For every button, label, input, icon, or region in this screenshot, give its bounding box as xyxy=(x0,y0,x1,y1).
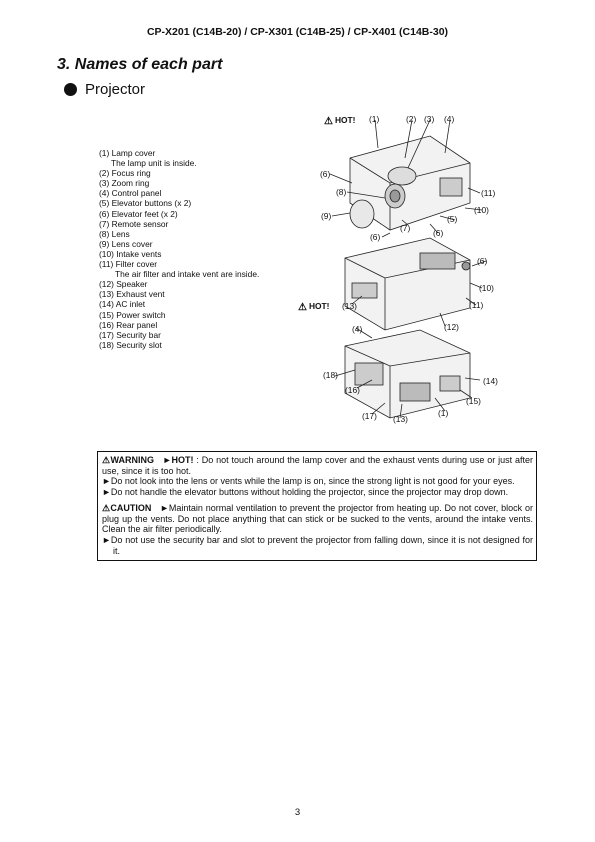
figure-callout: (9) xyxy=(321,211,332,221)
parts-list-item: (14) AC inlet xyxy=(99,299,146,310)
figure-callout: (12) xyxy=(444,322,459,332)
figure-callout: (6) xyxy=(370,232,381,242)
caution-text: ►Maintain normal ventilation to prevent the projector from heating up. Do not cover, block or plug up the vents. Do not place anything that can stick or be sucked to the vents, around the intake vents. Clean the air filter periodically. xyxy=(102,502,533,535)
figure-callout: (4) xyxy=(352,324,363,334)
parts-list-item: (10) Intake vents xyxy=(99,248,162,259)
section-title: 3. Names of each part xyxy=(57,56,223,73)
document-header: CP-X201 (C14B-20) / CP-X301 (C14B-25) / CP-X401 (C14B-30) xyxy=(146,26,449,38)
caution-title: CAUTION xyxy=(110,502,152,513)
figure-callout: (4) xyxy=(444,114,455,124)
parts-list-item: (6) Elevator feet (x 2) xyxy=(99,208,178,219)
parts-list-item: (12) Speaker xyxy=(99,279,148,290)
figure-callout: (16) xyxy=(345,385,360,395)
bullet-icon xyxy=(64,83,77,96)
parts-list-item: (15) Power switch xyxy=(99,309,166,320)
parts-list-item: (2) Focus ring xyxy=(99,168,151,179)
warning-item-2: ►Do not handle the elevator buttons without holding the projector, since the projector may drop down. xyxy=(102,487,509,498)
warning-triangle-icon: ⚠ xyxy=(298,302,307,313)
figure-callout: (11) xyxy=(469,300,484,310)
warning-triangle-icon: ⚠ xyxy=(102,502,111,513)
parts-list-item: (13) Exhaust vent xyxy=(99,289,165,300)
figure-callout: (15) xyxy=(466,396,481,406)
warning-paragraph xyxy=(102,455,533,476)
warning-triangle-icon: ⚠ xyxy=(324,116,333,127)
figure-callout: (7) xyxy=(400,223,411,233)
hot-label-bottom: ⚠ HOT! xyxy=(298,301,330,313)
parts-list-item: (5) Elevator buttons (x 2) xyxy=(99,198,192,209)
warning-title: WARNING xyxy=(110,455,154,465)
figure-callout: (1) xyxy=(438,408,449,418)
parts-list-item: (4) Control panel xyxy=(99,188,162,199)
figure-callout: (10) xyxy=(474,205,489,215)
parts-list-item: (18) Security slot xyxy=(99,339,162,350)
figure-callout: (6) xyxy=(433,228,444,238)
subsection-title: Projector xyxy=(85,81,146,98)
figure-callout: (5) xyxy=(447,214,458,224)
figure-callout: (18) xyxy=(323,370,338,380)
parts-list-item: (9) Lens cover xyxy=(99,238,153,249)
projector-figure xyxy=(290,108,520,438)
parts-list-item: (1) Lamp cover xyxy=(99,148,156,158)
figure-callout: (13) xyxy=(342,301,357,311)
hot-prefix: ►HOT! xyxy=(162,455,194,465)
caution-paragraph xyxy=(102,503,533,535)
subsection-heading xyxy=(64,81,145,98)
figure-callout: (3) xyxy=(424,114,435,124)
figure-callout: (6) xyxy=(477,256,488,266)
hot-label-top: ⚠ HOT! xyxy=(324,115,356,127)
figure-callout: (11) xyxy=(481,188,496,198)
figure-callout: (1) xyxy=(369,114,380,124)
figure-callout: (8) xyxy=(336,187,347,197)
parts-list-item: The lamp unit is inside. xyxy=(111,158,197,169)
warning-item-1: ►Do not look into the lens or vents while the lamp is on, since the strong light is not good for your eyes. xyxy=(102,476,515,487)
figure-callout: (13) xyxy=(393,414,408,424)
projector-illustration xyxy=(290,108,520,438)
figure-callout: (6) xyxy=(320,169,331,179)
figure-callout: (2) xyxy=(406,114,417,124)
warning-box xyxy=(97,451,537,561)
parts-list-item: (16) Rear panel xyxy=(99,319,158,330)
figure-callout: (14) xyxy=(483,376,498,386)
page-number: 3 xyxy=(294,807,301,818)
parts-list-item: (3) Zoom ring xyxy=(99,178,150,189)
figure-callout: (17) xyxy=(362,411,377,421)
parts-list-item: (8) Lens xyxy=(99,228,130,239)
parts-list-item: (11) Filter cover xyxy=(99,259,158,270)
warning-hot-text: : Do not touch around the lamp cover and the exhaust vents during use or just after use, since it is too hot. xyxy=(102,455,533,476)
caution-item-1: ►Do not use the security bar and slot to prevent the projector from falling down, since it is not designed for it. xyxy=(102,534,533,556)
figure-callout: (10) xyxy=(479,283,494,293)
parts-list-item: (7) Remote sensor xyxy=(99,218,169,229)
parts-list xyxy=(99,148,259,350)
parts-list-item: (17) Security bar xyxy=(99,329,161,340)
parts-list-item: The air filter and intake vent are inside. xyxy=(115,269,260,280)
warning-triangle-icon: ⚠ xyxy=(102,455,111,465)
